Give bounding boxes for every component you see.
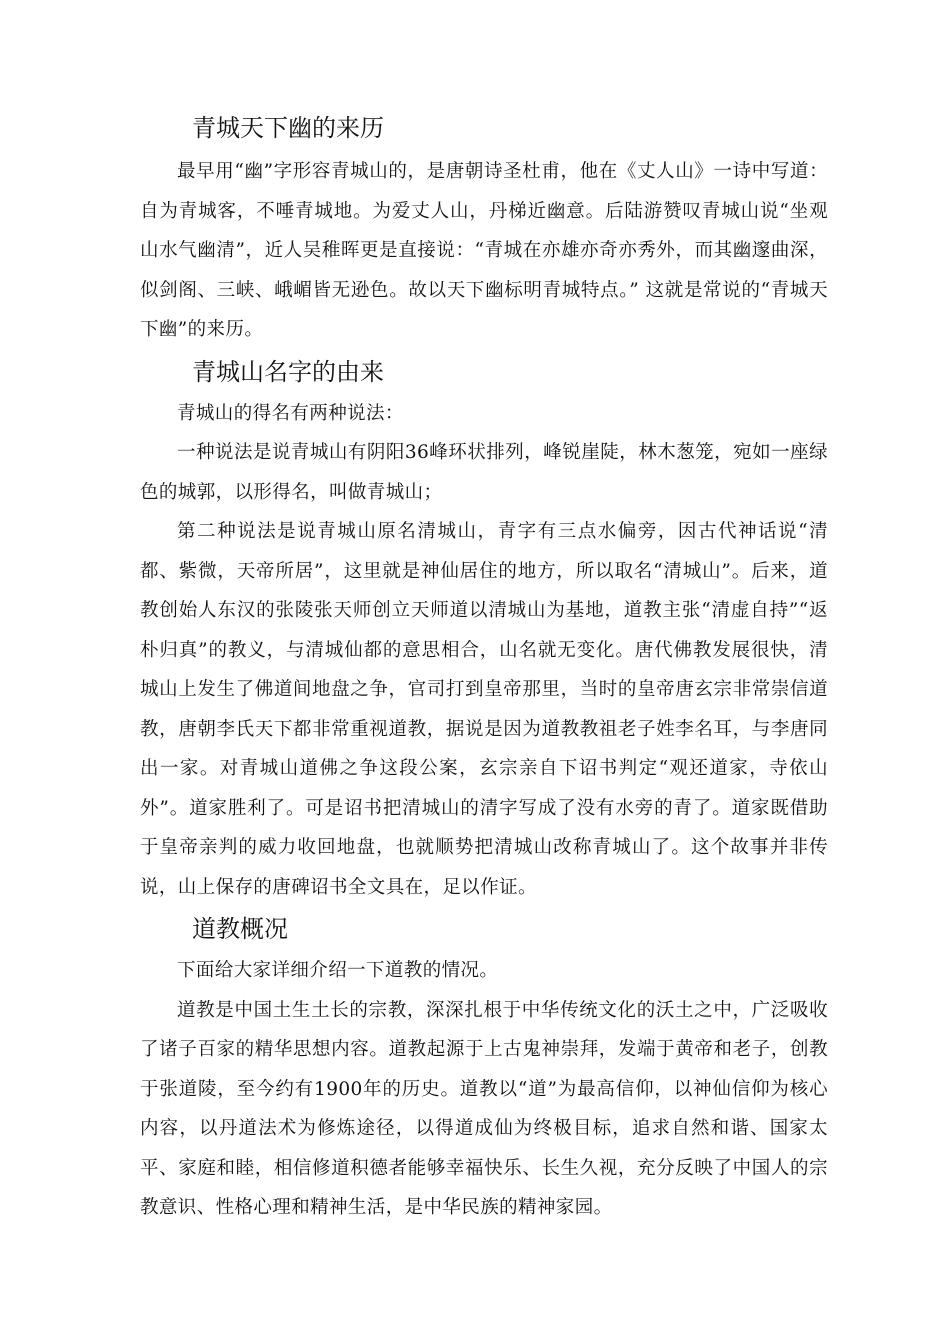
section-heading: 道教概况 [192, 915, 288, 943]
paragraph: 第二种说法是说青城山原名清城山，青字有三点水偏旁，因古代神话说“清都、紫微，天帝所居”，这里就是神仙居住的地方，所以取名“清城山”。后来，道教创始人东汉的张陵张天师创立天师道以清城山为基地，道教主张“清虚自持”“返朴归真”的教义，与清城仙都的意思相合，山名就无变化。唐代佛教发展很快，清城山上发生了佛道间地盘之争，官司打到皇帝那里，当时的皇帝唐玄宗非常崇信道教，唐朝李氏天下都非常重视道教，据说是因为道教教祖老子姓李名耳，与李唐同出一家。对青城山道佛之争这段公案，玄宗亲自下诏书判定“观还道家，寺依山外”。道家胜利了。可是诏书把清城山的清字写成了没有水旁的青了。道家既借助于皇帝亲判的威力收回地盘，也就顺势把清城山改称青城山了。这个故事并非传说，山上保存的唐碑诏书全文具在，足以作证。 [140, 521, 828, 898]
section-name-origin [140, 350, 828, 908]
paragraph: 道教是中国土生土长的宗教，深深扎根于中华传统文化的沃土之中，广泛吸收了诸子百家的精华思想内容。道教起源于上古鬼神崇拜，发端于黄帝和老子，创教于张道陵，至今约有1900年的历史。道教以“道”为最高信仰，以神仙信仰为核心内容，以丹道法术为修炼途径，以得道成仙为终极目标，追求自然和谐、国家太平、家庭和睦，相信修道积德者能够幸福快乐、长生久视，充分反映了中国人的宗教意识、性格心理和精神生活，是中华民族的精神家园。 [140, 999, 828, 1218]
section-origin-of-youjing [140, 104, 828, 350]
paragraph: 一种说法是说青城山有阴阳36峰环状排列，峰锐崖陡，林木葱笼，宛如一座绿色的城郭，以形得名，叫做青城山； [140, 442, 828, 503]
paragraph: 最早用“幽”字形容青城山的，是唐朝诗圣杜甫，他在《丈人山》一诗中写道：自为青城客，不唾青城地。为爱丈人山，丹梯近幽意。后陆游赞叹青城山说“坐观山水气幽清”，近人吴稚晖更是直接说：“青城在亦雄亦奇亦秀外，而其幽邃曲深，似剑阁、三峡、峨嵋皆无逊色。故以天下幽标明青城特点。” 这就是常说的“青城天下幽”的来历。 [140, 161, 828, 340]
section-heading: 青城天下幽的来历 [192, 114, 384, 142]
paragraph: 青城山的得名有两种说法： [177, 402, 404, 424]
paragraph: 下面给大家详细介绍一下道教的情况。 [177, 960, 499, 981]
document-page [140, 104, 828, 1228]
section-heading: 青城山名字的由来 [192, 357, 384, 386]
section-taoism-overview [140, 907, 828, 1228]
